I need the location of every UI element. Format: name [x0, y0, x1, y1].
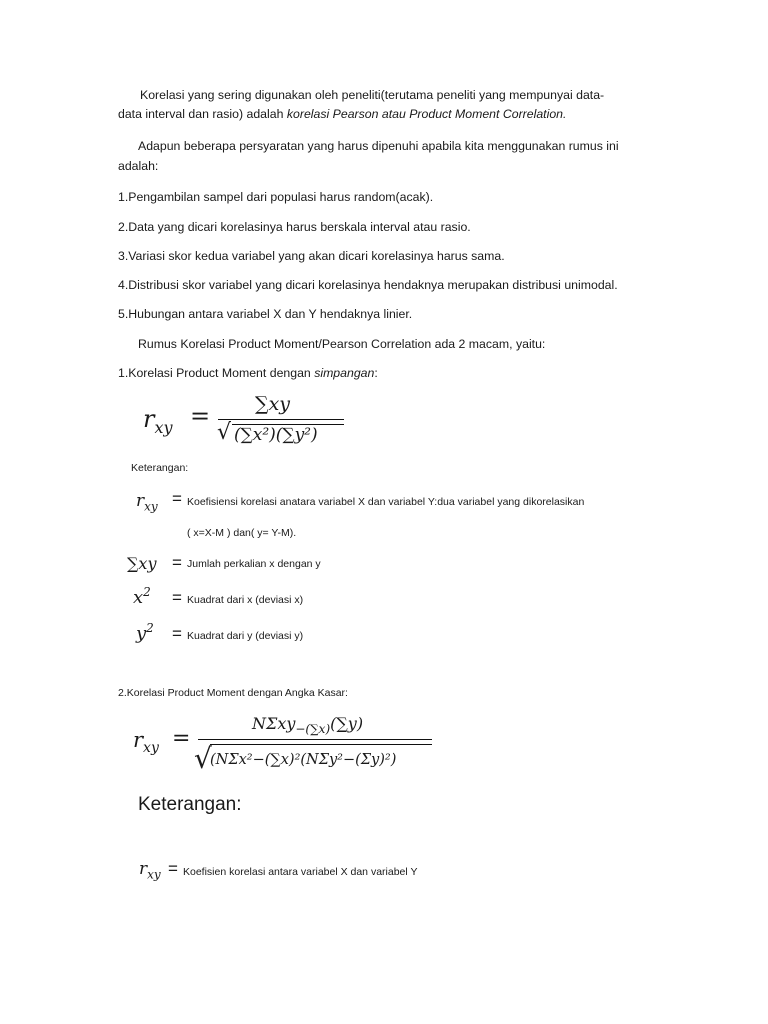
- term-rxy-description: Koefisiensi korelasi anatara variabel X dan variabel Y:dua variabel yang dikorelasikan: [187, 496, 585, 508]
- requirement-item: 5.Hubungan antara variabel X dan Y hendaknya linier.: [118, 307, 413, 321]
- requirement-item: 3.Variasi skor kedua variabel yang akan dicari korelasinya harus sama.: [118, 249, 505, 263]
- term-y2-description: Kuadrat dari y (deviasi y): [187, 630, 304, 642]
- term-sumxy-symbol: ∑xy: [127, 554, 157, 573]
- formula2-lhs-sub: xy: [143, 740, 159, 757]
- requirement-item: 2.Data yang dicari korelasinya harus berskala interval atau rasio.: [118, 220, 471, 234]
- term-y2-symbol: [136, 621, 154, 644]
- term-rxy-continuation: ( x=X-M ) dan( y= Y-M).: [187, 527, 297, 539]
- formula1-lhs: [143, 405, 173, 437]
- term2-rxy-equals: =: [168, 859, 178, 878]
- formula-intro: Rumus Korelasi Product Moment/Pearson Correlation ada 2 macam, yaitu:: [138, 337, 546, 351]
- formula1-fraction-bar: [218, 419, 344, 420]
- formula1-sqrt-icon: √: [217, 420, 232, 445]
- formula1-denominator: (∑x²)(∑y²): [234, 425, 318, 445]
- requirement-item: 1.Pengambilan sampel dari populasi harus random(acak).: [118, 190, 434, 204]
- term-sumxy-description: Jumlah perkalian x dengan y: [187, 558, 321, 570]
- term-rxy-symbol: [136, 491, 158, 513]
- term-x2-symbol: [133, 585, 151, 608]
- section2-heading: 2.Korelasi Product Moment dengan Angka Kasar:: [118, 687, 348, 699]
- term-y2-y: y: [136, 623, 147, 644]
- paragraph2-line2: adalah:: [118, 159, 159, 173]
- formula2-sqrt-bar: [210, 744, 432, 745]
- formula2-lhs: [133, 728, 159, 756]
- paragraph2-line1: Adapun beberapa persyaratan yang harus dipenuhi apabila kita menggunakan rumus ini: [138, 139, 619, 153]
- paragraph1-line2-text: data interval dan rasio) adalah: [118, 107, 287, 121]
- term2-rxy-symbol: [139, 859, 161, 881]
- formula2-fraction-bar: [198, 739, 432, 740]
- term-x2-equals: =: [172, 588, 182, 607]
- term-y2-equals: =: [172, 624, 182, 643]
- requirement-item: 4.Distribusi skor variabel yang dicari korelasinya hendaknya merupakan distribusi unimodal.: [118, 278, 618, 292]
- term-x2-description: Kuadrat dari x (deviasi x): [187, 594, 304, 606]
- formula1-equals: =: [190, 402, 211, 430]
- formula2-equals: =: [172, 726, 191, 751]
- formula1-lhs-sub: xy: [154, 417, 173, 437]
- formula2-denominator: (NΣx²−(∑x)²(NΣy²−(Σy)²): [210, 752, 397, 768]
- formula2-lhs-r: r: [133, 728, 144, 752]
- formula2-numerator-sub: −(∑x): [295, 722, 331, 737]
- formula2-numerator: [252, 714, 363, 736]
- term-rxy-sub: xy: [144, 499, 158, 514]
- paragraph1-line2-italic: korelasi Pearson atau Product Moment Correlation.: [286, 107, 567, 121]
- section1-heading-text: 1.Korelasi Product Moment dengan: [118, 366, 315, 380]
- formula2-sqrt-icon: √: [194, 742, 212, 775]
- formula1-lhs-r: r: [143, 405, 155, 433]
- section1-heading-italic: simpangan: [314, 366, 375, 380]
- formula1-numerator: ∑xy: [255, 393, 291, 415]
- term-rxy-equals: =: [172, 489, 182, 508]
- term-rxy-r: r: [136, 491, 145, 511]
- term2-rxy-r: r: [139, 859, 148, 879]
- paragraph1-line1: Korelasi yang sering digunakan oleh peneliti(terutama peneliti yang mempunyai data-: [140, 88, 605, 102]
- paragraph1-line2: [118, 107, 566, 121]
- term2-rxy-description: Koefisien korelasi antara variabel X dan variabel Y: [183, 866, 418, 878]
- term-y2-sup: 2: [146, 621, 154, 635]
- formula2-numerator-tail: (∑y): [330, 714, 364, 733]
- section1-heading-colon: :: [374, 366, 378, 380]
- formula2-numerator-main: NΣxy: [252, 714, 296, 733]
- keterangan1-label: Keterangan:: [131, 462, 189, 474]
- term-x2-sup: 2: [143, 585, 151, 599]
- term2-rxy-sub: xy: [147, 867, 161, 882]
- term-sumxy-equals: =: [172, 553, 182, 572]
- keterangan2-label: Keterangan:: [138, 794, 242, 815]
- section1-heading: [118, 366, 378, 380]
- term-x2-x: x: [133, 587, 144, 608]
